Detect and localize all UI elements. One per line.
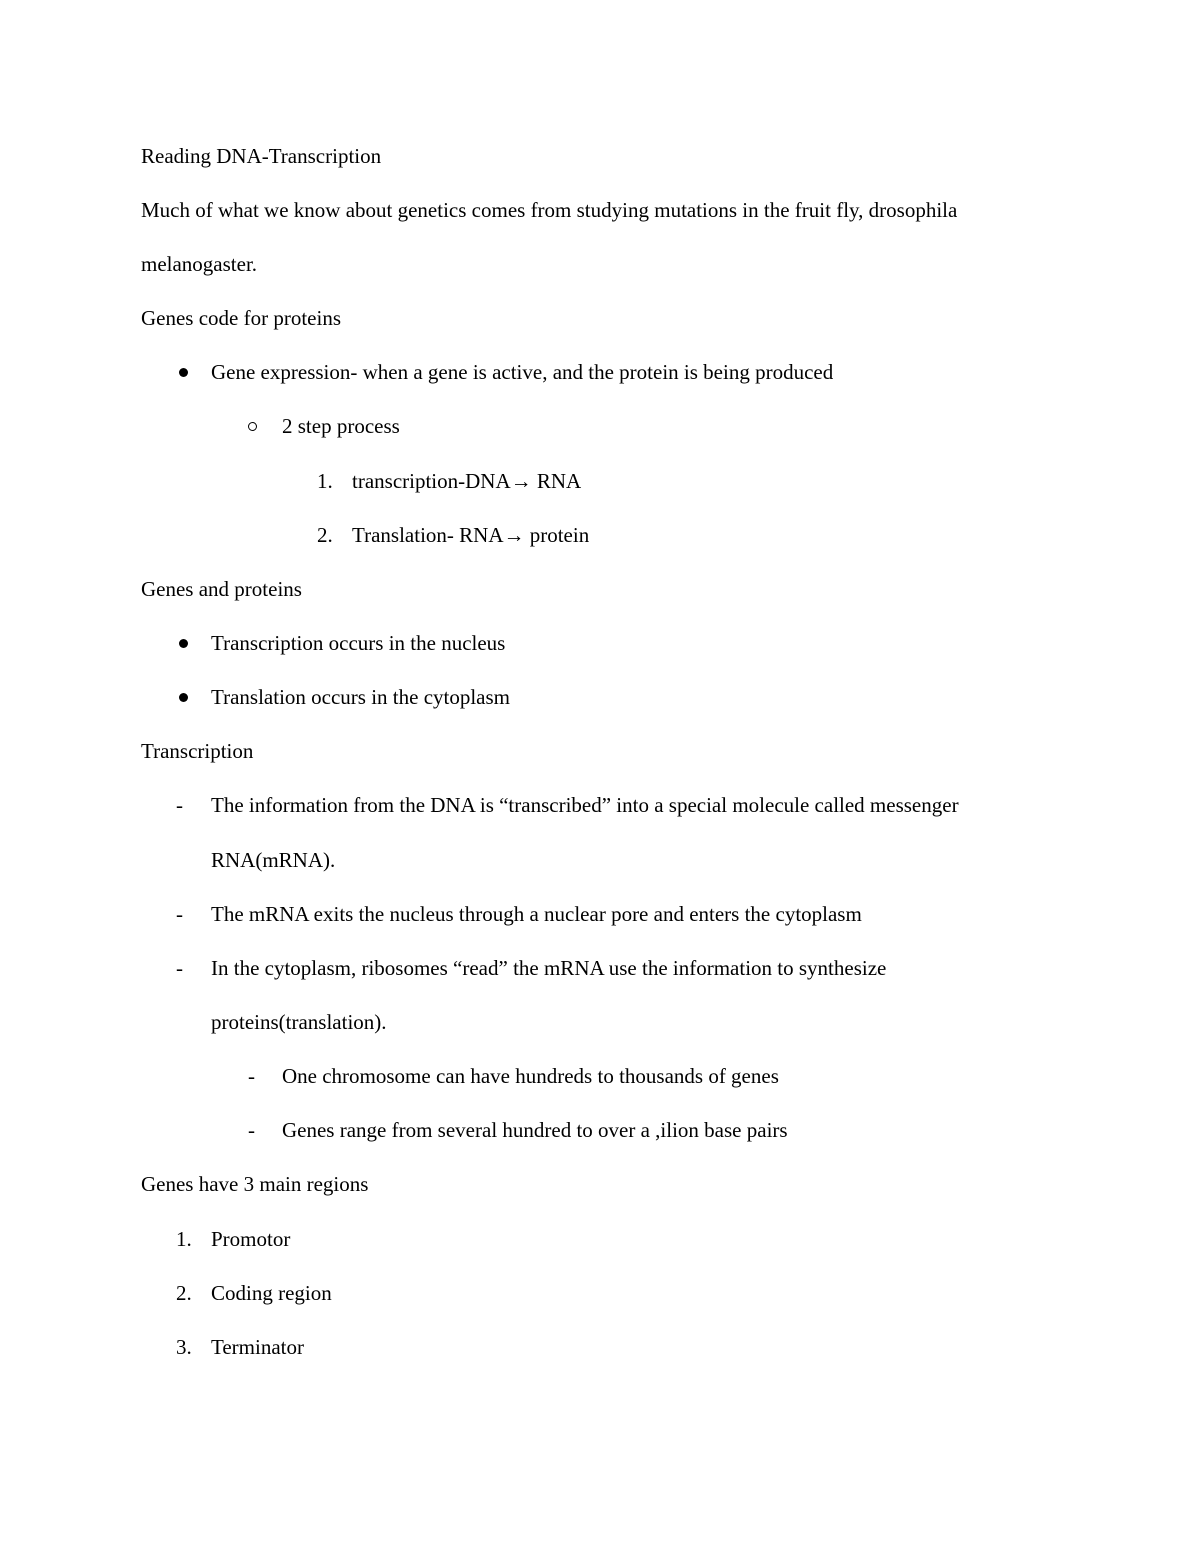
bullet-circle-icon <box>248 422 257 431</box>
gene-expression-bullet: Gene expression- when a gene is active, and the protein is being produced <box>211 360 834 384</box>
region-number: 1. <box>176 1227 192 1251</box>
section-heading-genes-code: Genes code for proteins <box>141 306 342 330</box>
dash-marker: - <box>176 793 183 817</box>
sub-item-chromosome: One chromosome can have hundreds to thousands of genes <box>282 1064 779 1088</box>
dash-marker: - <box>248 1118 255 1142</box>
section-heading-genes-proteins: Genes and proteins <box>141 577 302 601</box>
list-item: Translation occurs in the cytoplasm <box>211 685 511 709</box>
section-heading-regions: Genes have 3 main regions <box>141 1172 369 1196</box>
region-coding: Coding region <box>211 1281 332 1305</box>
region-number: 3. <box>176 1335 192 1359</box>
dash-marker: - <box>248 1064 255 1088</box>
dash-marker: - <box>176 902 183 926</box>
transcription-item-3-line-2: proteins(translation). <box>211 1010 387 1034</box>
bullet-dot-icon <box>179 693 188 702</box>
bullet-dot-icon <box>179 368 188 377</box>
transcription-item-2: The mRNA exits the nucleus through a nuclear pore and enters the cytoplasm <box>211 902 862 926</box>
step-number: 2. <box>317 523 333 547</box>
bullet-dot-icon <box>179 639 188 648</box>
region-terminator: Terminator <box>211 1335 304 1359</box>
document-title: Reading DNA-Transcription <box>141 144 382 168</box>
step-number: 1. <box>317 469 333 493</box>
dash-marker: - <box>176 956 183 980</box>
transcription-item-1-line-1: The information from the DNA is “transcribed” into a special molecule called messenger <box>211 793 959 817</box>
transcription-item-1-line-2: RNA(mRNA). <box>211 848 336 872</box>
transcription-item-3-line-1: In the cytoplasm, ribosomes “read” the mRNA use the information to synthesize <box>211 956 887 980</box>
region-promotor: Promotor <box>211 1227 291 1251</box>
region-number: 2. <box>176 1281 192 1305</box>
intro-line-2: melanogaster. <box>141 252 258 276</box>
intro-line-1: Much of what we know about genetics comes from studying mutations in the fruit fly, drosophila <box>141 198 958 222</box>
list-item: Transcription occurs in the nucleus <box>211 631 506 655</box>
two-step-process: 2 step process <box>282 414 400 438</box>
sub-item-genes-range: Genes range from several hundred to over a ,ilion base pairs <box>282 1118 788 1142</box>
step-translation: Translation- RNA→ protein <box>352 523 590 547</box>
section-heading-transcription: Transcription <box>141 739 254 763</box>
step-transcription: transcription-DNA→ RNA <box>352 469 582 493</box>
